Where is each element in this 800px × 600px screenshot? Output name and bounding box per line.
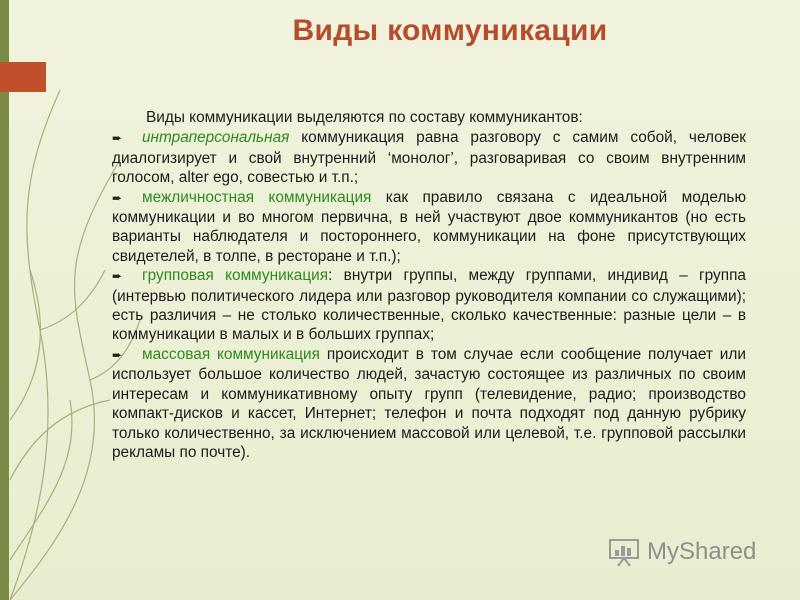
list-item (112, 188, 746, 267)
list-item (112, 128, 746, 187)
term-group: групповая коммуникация (142, 267, 329, 285)
arrow-bullet-icon: ➨ (112, 190, 123, 205)
arrow-bullet-icon: ➨ (112, 131, 123, 146)
watermark-text: MyShared (647, 538, 757, 565)
item-text: происходит в том случае если сообщение получает или использует большое количество людей, зачастую состоящее из различных по своим интересам и коммуникативному опыту групп (телевидение, радио; производство компакт-дисков и кассет, Интернет; телефон и почта подходят под данную рубрику только количественно, за исключением массовой или целевой, т.е. групповой рассылки рекламы по почте). (112, 345, 746, 461)
term-intrapersonal: интраперсональная (142, 129, 290, 147)
list-item (112, 266, 746, 345)
term-mass: массовая коммуникация (142, 345, 320, 363)
slide-title: Виды коммуникации (292, 14, 608, 47)
item-text: как правило связана с идеальной моделью коммуникации и во многом первична, в ней участвуют двое коммуникантов (но есть варианты наблюдателя и постороннего, коммуникации на фоне присутствующих свидетелей, в толпе, в ресторане и т.п.); (112, 188, 746, 265)
item-text: коммуникация равна разговору с самим собой, человек диалогизирует и свой внутренний ‘монолог’, разговаривая со своим внутренним голосом, alter ego, совестью и т.п.; (112, 129, 746, 187)
item-text: : внутри группы, между группами, индивид – группа (интервью политического лидера или разговор руководителя компании со служащими); есть различия – не столько количественные, сколько качественные: разные цели – в коммуникации в малых и в больших группах; (112, 267, 746, 344)
arrow-bullet-icon: ➨ (112, 347, 123, 362)
intro-text: Виды коммуникации выделяются по составу коммуникантов: (146, 109, 583, 126)
list-item (112, 345, 746, 462)
myshared-watermark (607, 532, 777, 572)
title-accent-bar (0, 62, 46, 92)
slide-content (112, 108, 746, 462)
arrow-bullet-icon: ➨ (112, 269, 123, 284)
term-interpersonal: межличностная коммуникация (142, 188, 372, 206)
presentation-board-icon (607, 536, 643, 568)
